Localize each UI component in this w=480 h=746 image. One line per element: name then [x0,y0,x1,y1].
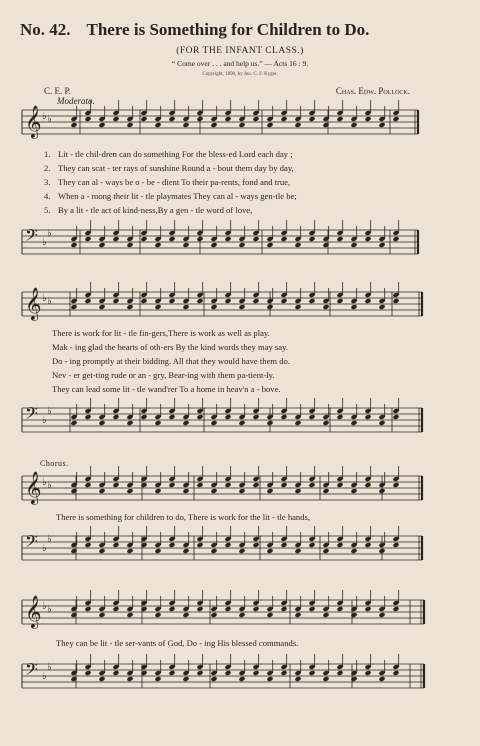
flat-sign-icon: ♭ [47,114,52,125]
notehead [266,242,273,248]
notehead [70,122,77,128]
notehead [210,488,217,494]
bass-clef-icon: 𝄢 [25,531,38,555]
notehead [294,488,301,494]
flat-sign-icon: ♭ [42,601,47,612]
notehead [308,606,315,612]
notehead [168,414,175,420]
notehead [112,542,119,548]
notehead [182,420,189,426]
notehead [266,420,273,426]
notehead [252,670,259,676]
verse-line-8: Do - ing promptly at their bidding. All that they would have them do. [52,356,290,366]
notehead [98,488,105,494]
verse-line-3: 3. They can al - ways be o - be - dient To their pa-rents, fond and true, [44,177,291,187]
notehead [98,242,105,248]
notehead [224,236,231,242]
notehead [126,420,133,426]
notehead [224,606,231,612]
notehead [392,670,399,676]
notehead [168,482,175,488]
verse-line-4: 4. When a - mong their lit - tle playmates They can al - ways gen-tle be; [44,191,297,201]
notehead [308,482,315,488]
notehead [140,542,147,548]
notehead [196,236,203,242]
notehead [182,676,189,682]
notehead [70,242,77,248]
notehead [126,548,133,554]
notehead [378,420,385,426]
notehead [350,548,357,554]
notehead [84,482,91,488]
bass-clef-icon: 𝄢 [25,403,38,427]
notehead [308,414,315,420]
bass-clef-icon: 𝄢 [25,659,38,683]
notehead [182,612,189,618]
notehead [322,304,329,310]
notehead [210,304,217,310]
notehead [308,542,315,548]
notehead [252,542,259,548]
notehead [196,542,203,548]
notehead [196,298,203,304]
notehead [336,236,343,242]
notehead [126,612,133,618]
notehead [252,116,259,122]
notehead [224,542,231,548]
notehead [210,548,217,554]
notehead [392,414,399,420]
notehead [392,298,399,304]
notehead [238,612,245,618]
notehead [112,606,119,612]
notehead [252,298,259,304]
composer-credit: Chas. Edw. Pollock. [335,86,410,96]
notehead [182,304,189,310]
notehead [84,414,91,420]
notehead [364,116,371,122]
flat-sign-icon: ♭ [47,296,52,307]
notehead [182,242,189,248]
notehead [392,236,399,242]
notehead [98,548,105,554]
flat-sign-icon: ♭ [42,671,47,682]
notehead [280,414,287,420]
notehead [84,670,91,676]
notehead [238,420,245,426]
scripture-reference: “ Come over . . . and help us.” — Acts 16 : 9. [171,59,309,68]
notehead [84,116,91,122]
notehead [266,548,273,554]
notehead [322,488,329,494]
notehead [126,488,133,494]
notehead [378,304,385,310]
notehead [84,236,91,242]
notehead [98,304,105,310]
notehead [154,304,161,310]
notehead [266,304,273,310]
notehead [154,420,161,426]
notehead [294,612,301,618]
notehead [168,670,175,676]
notehead [140,116,147,122]
chorus-lyric-2: They can be lit - tle ser-vants of God, Do - ing His blessed commands. [56,638,299,648]
notehead [154,612,161,618]
notehead [210,612,217,618]
notehead [350,122,357,128]
notehead [252,236,259,242]
verse-line-2: 2. They can scat - ter rays of sunshine Round a - bout them day by day, [44,163,294,173]
notehead [224,414,231,420]
notehead [112,236,119,242]
notehead [252,414,259,420]
treble-clef-icon: 𝄞 [25,105,42,138]
notehead [154,122,161,128]
notehead [112,116,119,122]
notehead [168,298,175,304]
notehead [154,242,161,248]
notehead [196,482,203,488]
notehead [294,548,301,554]
flat-sign-icon: ♭ [47,228,52,239]
notehead [350,612,357,618]
notehead [308,298,315,304]
hymn-title: There is Something for Children to Do. [86,20,370,39]
flat-sign-icon: ♭ [42,543,47,554]
notehead [70,488,77,494]
notehead [364,482,371,488]
notehead [196,606,203,612]
notehead [322,122,329,128]
verse-line-5: 5. By a lit - tle act of kind-ness,By a gen - tle word of love, [44,205,253,215]
notehead [378,676,385,682]
notehead [224,670,231,676]
notehead [196,670,203,676]
notehead [280,542,287,548]
chorus-label: Chorus. [40,459,69,468]
notehead [84,606,91,612]
notehead [378,488,385,494]
notehead [140,606,147,612]
bass-clef-icon: 𝄢 [25,225,38,249]
notehead [322,420,329,426]
verse-line-6: There is work for lit - tle fin-gers,There is work as well as play. [52,328,270,338]
notehead [112,298,119,304]
notehead [280,606,287,612]
flat-sign-icon: ♭ [47,480,52,491]
notehead [392,606,399,612]
notehead [140,298,147,304]
notehead [378,612,385,618]
flat-sign-icon: ♭ [47,534,52,545]
notehead [308,670,315,676]
notehead [98,612,105,618]
notehead [392,482,399,488]
notehead [196,116,203,122]
notehead [112,670,119,676]
notehead [336,542,343,548]
notehead [294,420,301,426]
flat-sign-icon: ♭ [47,406,52,417]
notehead [336,414,343,420]
notehead [350,304,357,310]
notehead [126,122,133,128]
notehead [322,676,329,682]
notehead [238,488,245,494]
notehead [350,420,357,426]
notehead [154,676,161,682]
notehead [322,612,329,618]
notehead [98,420,105,426]
chorus-lyric-1: There is something for children to do, There is work for the lit - tle hands, [56,512,311,522]
notehead [364,670,371,676]
flat-sign-icon: ♭ [47,662,52,673]
notehead [280,236,287,242]
flat-sign-icon: ♭ [42,293,47,304]
notehead [238,548,245,554]
notehead [364,236,371,242]
notehead [154,548,161,554]
treble-clef-icon: 𝄞 [25,471,42,504]
notehead [140,236,147,242]
notehead [364,298,371,304]
notehead [126,242,133,248]
notehead [126,304,133,310]
verse-line-1: 1. Lit - tle chil-dren can do something For the bless-ed Lord each day ; [44,149,293,159]
notehead [168,606,175,612]
notehead [98,122,105,128]
notehead [112,414,119,420]
copyright-notice: Copyright, 1890, by Jno. C. F. Kyger. [202,72,278,77]
notehead [322,242,329,248]
notehead [182,488,189,494]
notehead [392,542,399,548]
notehead [336,298,343,304]
notehead [238,304,245,310]
notehead [378,242,385,248]
notehead [378,122,385,128]
notehead [70,676,77,682]
notehead [350,242,357,248]
notehead [294,242,301,248]
notehead [308,236,315,242]
verse-line-7: Mak - ing glad the hearts of oth-ers By the kind words they may say. [52,342,288,352]
notehead [364,414,371,420]
notehead [280,482,287,488]
notehead [336,606,343,612]
notehead [126,676,133,682]
notehead [336,670,343,676]
notehead [308,116,315,122]
notehead [280,298,287,304]
tempo-marking: Moderato. [57,96,95,106]
notehead [70,420,77,426]
notehead [168,236,175,242]
notehead [392,116,399,122]
notehead [336,116,343,122]
flat-sign-icon: ♭ [42,477,47,488]
notehead [210,242,217,248]
flat-sign-icon: ♭ [42,237,47,248]
notehead [280,116,287,122]
notehead [140,670,147,676]
notehead [70,612,77,618]
verse-line-10: They can lead some lit - tle wand'rer To a home in heav'n a - bove. [52,384,281,394]
notehead [182,122,189,128]
notehead [84,542,91,548]
notehead [252,482,259,488]
author-credit: C. E. P. [44,86,71,96]
notehead [266,676,273,682]
treble-clef-icon: 𝄞 [25,287,42,320]
notehead [294,676,301,682]
notehead [112,482,119,488]
notehead [364,542,371,548]
notehead [210,420,217,426]
flat-sign-icon: ♭ [42,415,47,426]
treble-clef-icon: 𝄞 [25,595,42,628]
hymn-number: No. 42. [20,20,71,39]
notehead [224,116,231,122]
hymn-subtitle: (FOR THE INFANT CLASS.) [176,46,304,56]
notehead [266,122,273,128]
verse-line-9: Nev - er get-ting rude or an - gry, Bear-ing with them pa-tient-ly. [52,370,275,380]
notehead [252,606,259,612]
notehead [364,606,371,612]
notehead [224,482,231,488]
notehead [84,298,91,304]
notehead [70,304,77,310]
notehead [168,542,175,548]
flat-sign-icon: ♭ [42,111,47,122]
notehead [210,676,217,682]
notehead [336,482,343,488]
notehead [294,122,301,128]
notehead [98,676,105,682]
notehead [378,548,385,554]
notehead [350,676,357,682]
notehead [140,414,147,420]
notehead [350,488,357,494]
notehead [266,488,273,494]
notehead [238,122,245,128]
notehead [168,116,175,122]
notehead [140,482,147,488]
notehead [322,548,329,554]
notehead [224,298,231,304]
notehead [70,548,77,554]
notehead [238,676,245,682]
notehead [182,548,189,554]
notehead [196,414,203,420]
notehead [154,488,161,494]
notehead [280,670,287,676]
notehead [294,304,301,310]
flat-sign-icon: ♭ [47,604,52,615]
notehead [210,122,217,128]
notehead [238,242,245,248]
notehead [266,612,273,618]
